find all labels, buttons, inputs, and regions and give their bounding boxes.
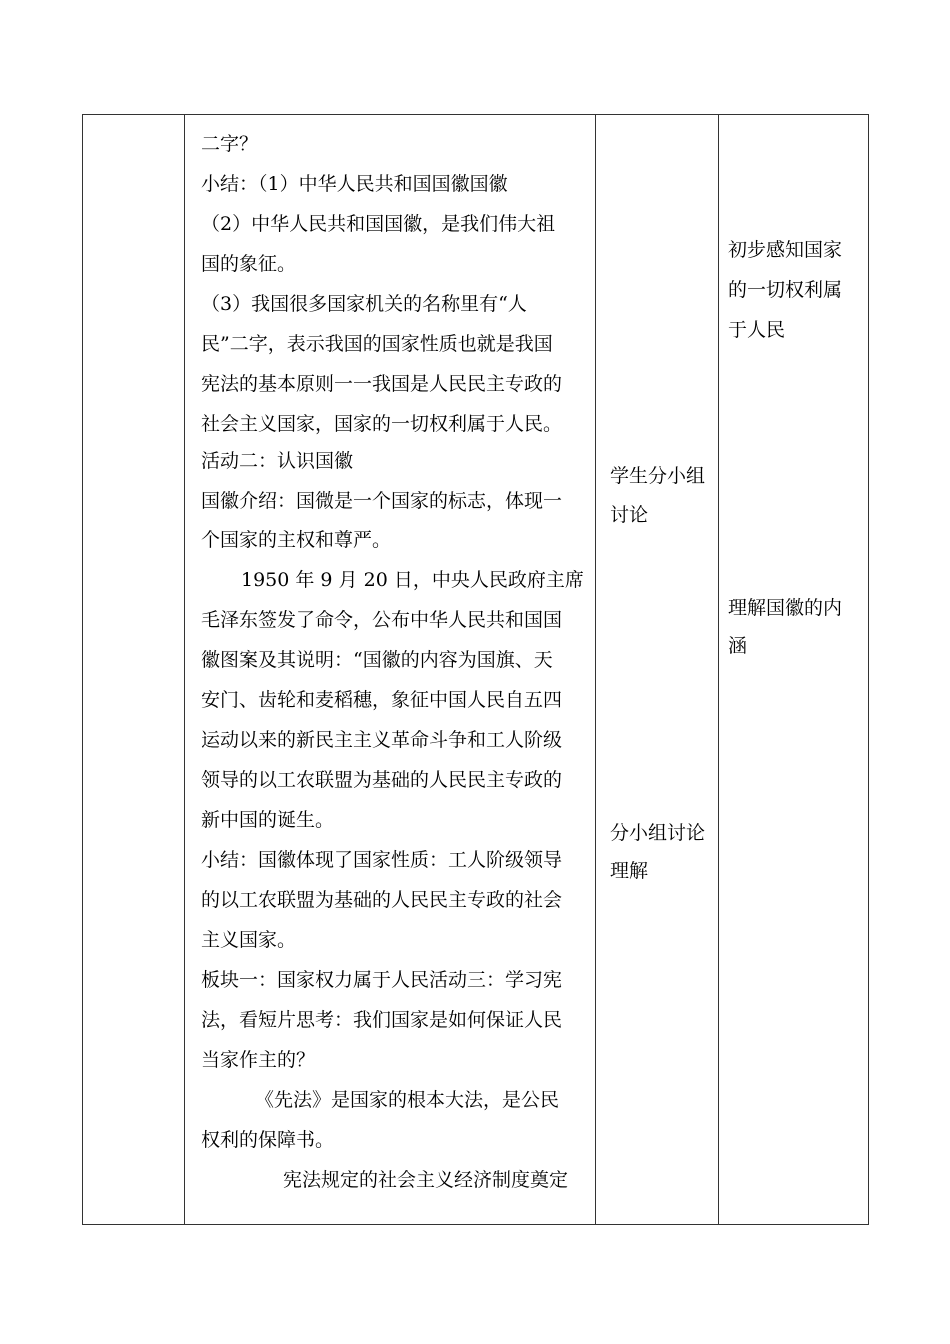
content-line: 宪法的基本原则一一我国是人民民主专政的 [201, 373, 563, 395]
activity-line: 理解 [610, 860, 649, 882]
content-line: 毛泽东签发了命令，公布中华人民共和国国 [201, 609, 563, 631]
content-line: （3）我国很多国家机关的名称里有“人 [201, 293, 527, 315]
column-divider [595, 115, 596, 1224]
content-line: 的以工农联盟为基础的人民民主专政的社会 [201, 889, 563, 911]
content-line: 主义国家。 [201, 929, 297, 951]
content-line: 二字？ [201, 133, 259, 155]
activity-line: 讨论 [610, 504, 649, 526]
content-line: 当家作主的？ [201, 1049, 316, 1071]
intent-line: 理解国徽的内 [728, 597, 843, 619]
intent-line: 的一切权利属 [728, 279, 843, 301]
content-line: 社会主义国家，国家的一切权利属于人民。 [201, 413, 563, 435]
activity-line: 学生分小组 [610, 465, 706, 487]
activity-line: 分小组讨论 [610, 822, 706, 844]
content-line: 安门、齿轮和麦稻穗，象征中国人民自五四 [201, 689, 563, 711]
content-line: 国的象征。 [201, 253, 297, 275]
content-line: 活动二：认识国徽 [201, 450, 354, 472]
content-line: 法，看短片思考：我们国家是如何保证人民 [201, 1009, 563, 1031]
column-divider [718, 115, 719, 1224]
intent-line: 初步感知国家 [728, 239, 843, 261]
content-line: 《先法》是国家的根本大法，是公民 [255, 1089, 560, 1111]
content-line: 领导的以工农联盟为基础的人民民主专政的 [201, 769, 563, 791]
content-line: （2）中华人民共和国国徽，是我们伟大祖 [201, 213, 556, 235]
content-line: 徽图案及其说明：“国徽的内容为国旗、天 [201, 649, 553, 671]
content-line: 权利的保障书。 [201, 1129, 335, 1151]
content-line: 小结：国徽体现了国家性质：工人阶级领导 [201, 849, 563, 871]
content-line: 小结：（1）中华人民共和国国徽国徽 [201, 173, 508, 195]
intent-line: 涵 [728, 635, 748, 657]
content-line: 个国家的主权和尊严。 [201, 529, 392, 551]
content-line: 板块一：国家权力属于人民活动三：学习宪 [201, 969, 563, 991]
content-line: 民”二字，表示我国的国家性质也就是我国 [201, 333, 553, 355]
content-line: 国徽介绍：国微是一个国家的标志，体现一 [201, 490, 563, 512]
intent-line: 于人民 [728, 319, 786, 341]
content-line: 宪法规定的社会主义经济制度奠定 [283, 1169, 569, 1191]
column-divider [184, 115, 185, 1224]
content-line: 运动以来的新民主主义革命斗争和工人阶级 [201, 729, 563, 751]
lesson-table [82, 114, 869, 1225]
content-line: 新中国的诞生。 [201, 809, 335, 831]
content-line: 1950 年 9 月 20 日，中央人民政府主席 [241, 569, 584, 591]
